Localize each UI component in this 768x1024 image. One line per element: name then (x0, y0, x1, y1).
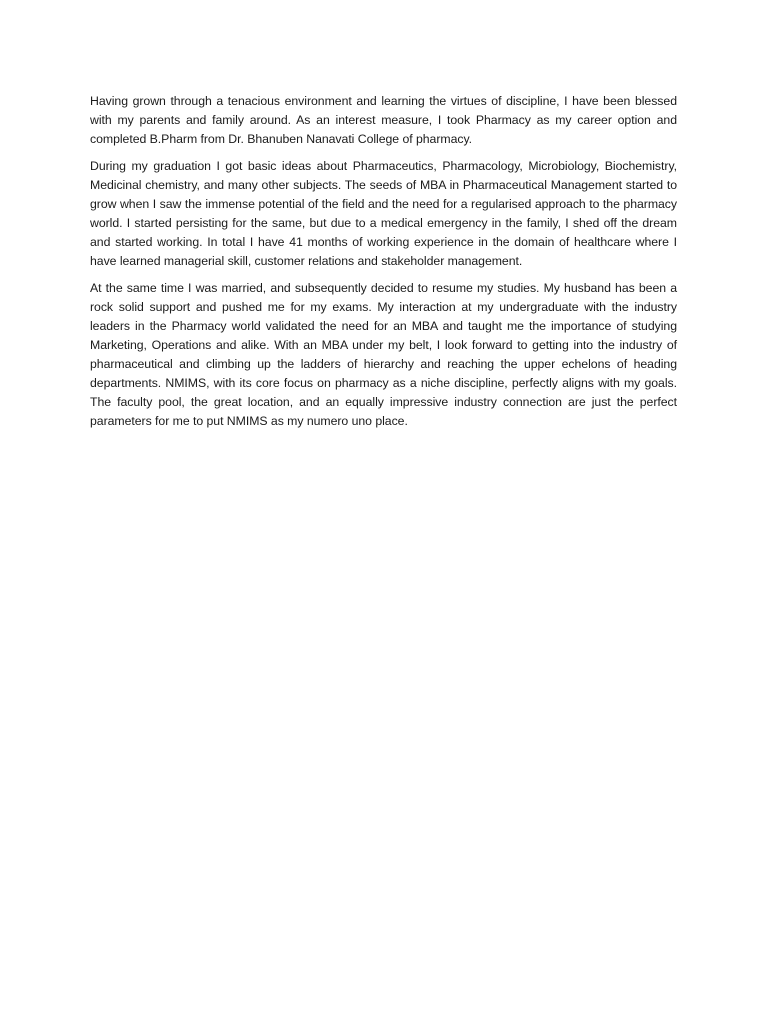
paragraph-goals-and-nmims: At the same time I was married, and subsequently decided to resume my studies. My husband has been a rock solid support and pushed me for my exams. My interaction at my undergraduate with the industry leaders in the Pharmacy world validated the need for an MBA and taught me the importance of studying Marketing, Operations and alike. With an MBA under my belt, I look forward to getting into the industry of pharmaceutical and climbing up the ladders of hierarchy and reaching the upper echelons of heading departments. NMIMS, with its core focus on pharmacy as a niche discipline, perfectly aligns with my goals. The faculty pool, the great location, and an equally impressive industry connection are just the perfect parameters for me to put NMIMS as my numero uno place. (90, 281, 677, 428)
paragraph-graduation-and-experience: During my graduation I got basic ideas about Pharmaceutics, Pharmacology, Microbiology, Biochemistry, Medicinal chemistry, and many other subjects. The seeds of MBA in Pharmaceutical Management started to grow when I saw the immense potential of the field and the need for a regularised approach to the pharmacy world. I started persisting for the same, but due to a medical emergency in the family, I shed off the dream and started working. In total I have 41 months of working experience in the domain of healthcare where I have learned managerial skill, customer relations and stakeholder management. (90, 159, 677, 268)
paragraph-background: Having grown through a tenacious environment and learning the virtues of discipline, I have been blessed with my parents and family around. As an interest measure, I took Pharmacy as my career option and completed B.Pharm from Dr. Bhanuben Nanavati College of pharmacy. (90, 94, 677, 146)
document-page (90, 92, 677, 439)
